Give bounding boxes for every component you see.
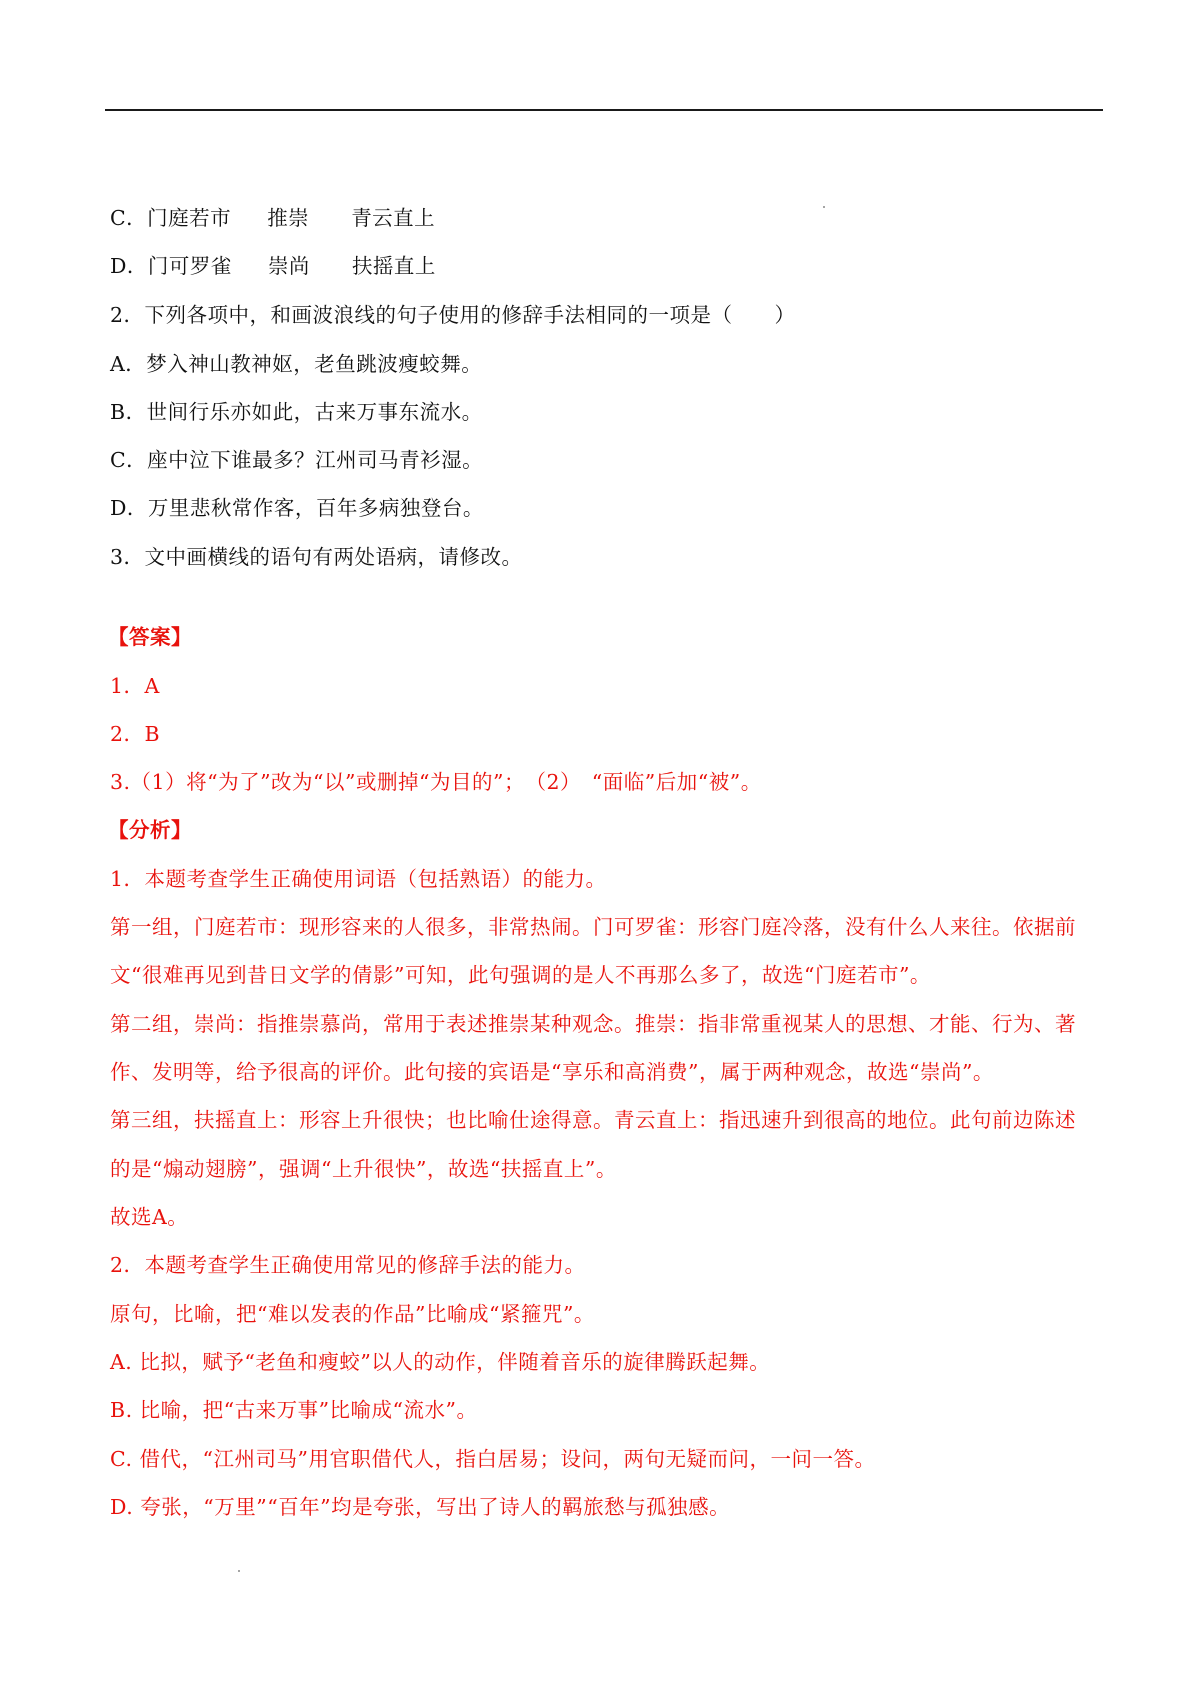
analysis-group-3-line-1: 第三组，扶摇直上：形容上升很快；也比喻仕途得意。青云直上：指迅速升到很高的地位。此句前边陈述	[110, 1108, 1076, 1132]
answer-1: 1．A	[110, 674, 160, 698]
header-rule	[105, 109, 1103, 111]
analysis-heading: 【分析】	[108, 818, 192, 842]
stray-dot	[823, 206, 825, 208]
analysis-group-3-line-2: 的是“煽动翅膀”，强调“上升很快”，故选“扶摇直上”。	[110, 1157, 617, 1181]
analysis-original-sentence: 原句，比喻，把“难以发表的作品”比喻成“紧箍咒”。	[110, 1302, 595, 1326]
option-c-row	[110, 206, 435, 230]
question-2-option-d: D．万里悲秋常作客，百年多病独登台。	[110, 496, 484, 520]
analysis-group-2-line-1: 第二组，崇尚：指推崇慕尚，常用于表述推崇某种观念。推崇：指非常重视某人的思想、才能、行为、著	[110, 1012, 1076, 1036]
option-d-word-3: 扶摇直上	[351, 254, 436, 278]
analysis-group-1-line-1: 第一组，门庭若市：现形容来的人很多，非常热闹。门可罗雀：形容门庭冷落，没有什么人来往。依据前	[110, 915, 1076, 939]
analysis-option-b: B. 比喻，把“古来万事”比喻成“流水”。	[110, 1398, 478, 1422]
option-c-word-2: 推崇	[267, 206, 310, 230]
analysis-option-a: A. 比拟，赋予“老鱼和瘦蛟”以人的动作，伴随着音乐的旋律腾跃起舞。	[110, 1350, 771, 1374]
option-c-word-3: 青云直上	[351, 206, 436, 230]
analysis-conclusion: 故选A。	[110, 1205, 189, 1229]
question-2-option-b: B．世间行乐亦如此，古来万事东流水。	[110, 400, 483, 424]
option-c-label: C．门庭若市	[110, 206, 232, 230]
answer-3: 3.（1）将“为了”改为“以”或删掉“为目的”； （2） “面临”后加“被”。	[110, 770, 762, 794]
question-2-stem: 2．下列各项中，和画波浪线的句子使用的修辞手法相同的一项是（ ）	[110, 303, 796, 327]
analysis-option-c: C. 借代，“江州司马”用官职借代人，指白居易；设问，两句无疑而问，一问一答。	[110, 1447, 876, 1471]
stray-dot-bottom	[238, 1570, 240, 1572]
analysis-option-d: D. 夸张，“万里”“百年”均是夸张，写出了诗人的羁旅愁与孤独感。	[110, 1495, 731, 1519]
question-3-stem: 3．文中画横线的语句有两处语病，请修改。	[110, 545, 523, 569]
answer-heading: 【答案】	[108, 625, 192, 649]
option-d-label: D．门可罗雀	[110, 254, 232, 278]
analysis-point-2: 2．本题考查学生正确使用常见的修辞手法的能力。	[110, 1253, 586, 1277]
analysis-point-1: 1．本题考查学生正确使用词语（包括熟语）的能力。	[110, 867, 607, 891]
question-2-option-a: A．梦入神山教神妪，老鱼跳波瘦蛟舞。	[110, 352, 483, 376]
analysis-group-1-line-2: 文“很难再见到昔日文学的倩影”可知，此句强调的是人不再那么多了，故选“门庭若市”。	[110, 963, 931, 987]
answer-2: 2．B	[110, 722, 161, 746]
option-d-word-2: 崇尚	[267, 254, 310, 278]
analysis-group-2-line-2: 作、发明等，给予很高的评价。此句接的宾语是“享乐和高消费”，属于两种观念，故选“崇尚”。	[110, 1060, 994, 1084]
question-2-option-c: C．座中泣下谁最多？江州司马青衫湿。	[110, 448, 484, 472]
option-d-row	[110, 254, 436, 278]
